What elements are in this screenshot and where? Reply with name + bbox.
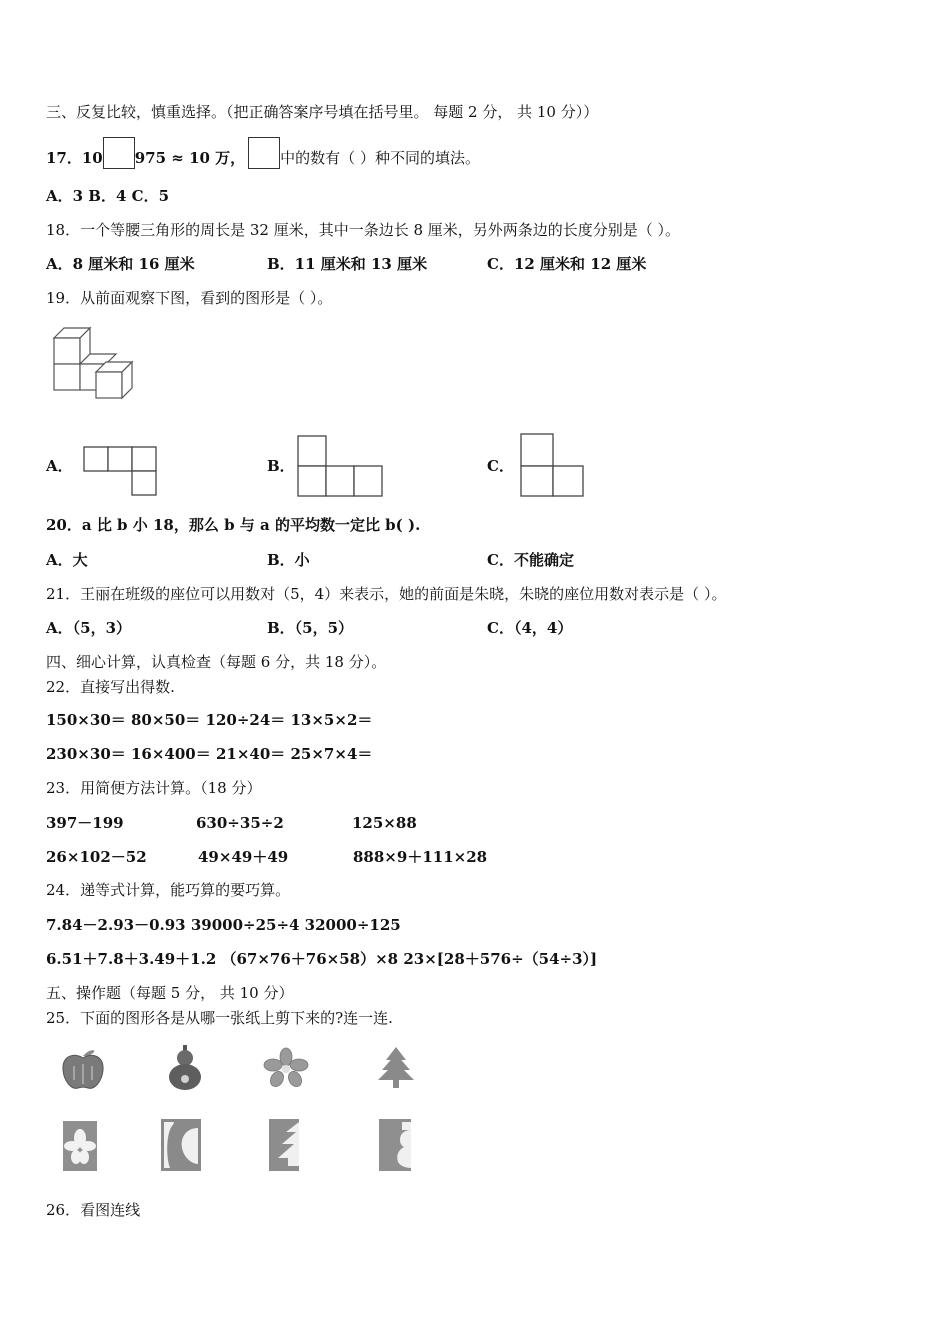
section-5-title: 五、操作题（每题 5 分， 共 10 分）	[46, 984, 294, 1002]
q22-line-2: 230×30＝ 16×400＝ 21×40＝ 25×7×4＝	[46, 745, 373, 763]
q19-stem: 19．从前面观察下图，看到的图形是（ ）。	[46, 289, 333, 307]
q22-line-1: 150×30＝ 80×50＝ 120÷24＝ 13×5×2＝	[46, 711, 373, 729]
q25-stem: 25．下面的图形各是从哪一张纸上剪下来的?连一连.	[46, 1009, 393, 1027]
q18-option-b[interactable]: B．11 厘米和 13 厘米	[267, 255, 428, 273]
q19-option-a[interactable]: A．	[46, 457, 73, 475]
q20-option-a[interactable]: A．大	[46, 551, 88, 569]
q19-option-b-figure	[297, 434, 385, 498]
section-3-title: 三、反复比较，慎重选择。（把正确答案序号填在括号里。 每题 2 分， 共 10 分））	[46, 103, 599, 121]
cut-paper-flower-icon[interactable]	[62, 1120, 98, 1172]
q18-option-a[interactable]: A．8 厘米和 16 厘米	[46, 255, 195, 273]
q17-tail: 中的数有（ ）种不同的填法。	[280, 149, 480, 167]
gourd-icon[interactable]	[164, 1044, 206, 1092]
q17-number: 17．10	[46, 149, 103, 167]
q17-digit-box[interactable]	[103, 137, 135, 169]
q19-option-a-figure	[83, 446, 159, 498]
q19-option-c[interactable]: C．	[487, 457, 514, 475]
q23-expr: 888×9＋111×28	[353, 848, 488, 866]
q17-middle: 975 ≈ 10 万，	[134, 149, 246, 167]
question-17	[46, 137, 480, 169]
flower-icon[interactable]	[264, 1048, 308, 1088]
section-4-title: 四、细心计算，认真检查（每题 6 分，共 18 分）。	[46, 653, 387, 671]
q23-expr: 630÷35÷2	[196, 814, 284, 832]
q24-stem: 24．递等式计算，能巧算的要巧算。	[46, 881, 291, 899]
q22-stem: 22．直接写出得数.	[46, 678, 175, 696]
q23-stem: 23．用简便方法计算。（18 分）	[46, 779, 262, 797]
q23-expr: 26×102－52	[46, 848, 147, 866]
q18-option-c[interactable]: C．12 厘米和 12 厘米	[487, 255, 647, 273]
q23-expr: 125×88	[352, 814, 417, 832]
q20-stem: 20．a 比 b 小 18，那么 b 与 a 的平均数一定比 b( ).	[46, 516, 421, 534]
q17-options: A．3 B．4 C．5	[46, 187, 170, 205]
q21-option-b[interactable]: B．（5，5）	[267, 619, 354, 637]
q23-expr: 397－199	[46, 814, 124, 832]
cut-paper-gourd-icon[interactable]	[378, 1118, 412, 1172]
q17-digit-box-ref	[248, 137, 280, 169]
apple-icon[interactable]	[60, 1046, 106, 1092]
q19-option-c-figure	[519, 432, 587, 498]
q20-option-b[interactable]: B．小	[267, 551, 310, 569]
q19-cube-figure	[50, 326, 140, 401]
q21-option-a[interactable]: A．（5，3）	[46, 619, 132, 637]
q19-option-b[interactable]: B．	[267, 457, 295, 475]
q24-line-2: 6.51＋7.8＋3.49＋1.2 （67×76＋76×58）×8 23×[28＋576÷（54÷3）]	[46, 950, 598, 968]
cut-paper-tree-icon[interactable]	[268, 1118, 300, 1172]
q18-stem: 18．一个等腰三角形的周长是 32 厘米，其中一条边长 8 厘米，另外两条边的长度分别是（ ）。	[46, 221, 681, 239]
tree-icon[interactable]	[376, 1046, 416, 1090]
q21-option-c[interactable]: C．（4，4）	[487, 619, 573, 637]
q23-expr: 49×49＋49	[198, 848, 289, 866]
q20-option-c[interactable]: C．不能确定	[487, 551, 574, 569]
q21-stem: 21．王丽在班级的座位可以用数对（5，4）来表示，她的前面是朱晓，朱晓的座位用数对表示是（ ）。	[46, 585, 727, 603]
cut-paper-apple-icon[interactable]	[160, 1118, 202, 1172]
q24-line-1: 7.84－2.93－0.93 39000÷25÷4 32000÷125	[46, 916, 401, 934]
q26-stem: 26．看图连线	[46, 1201, 141, 1219]
